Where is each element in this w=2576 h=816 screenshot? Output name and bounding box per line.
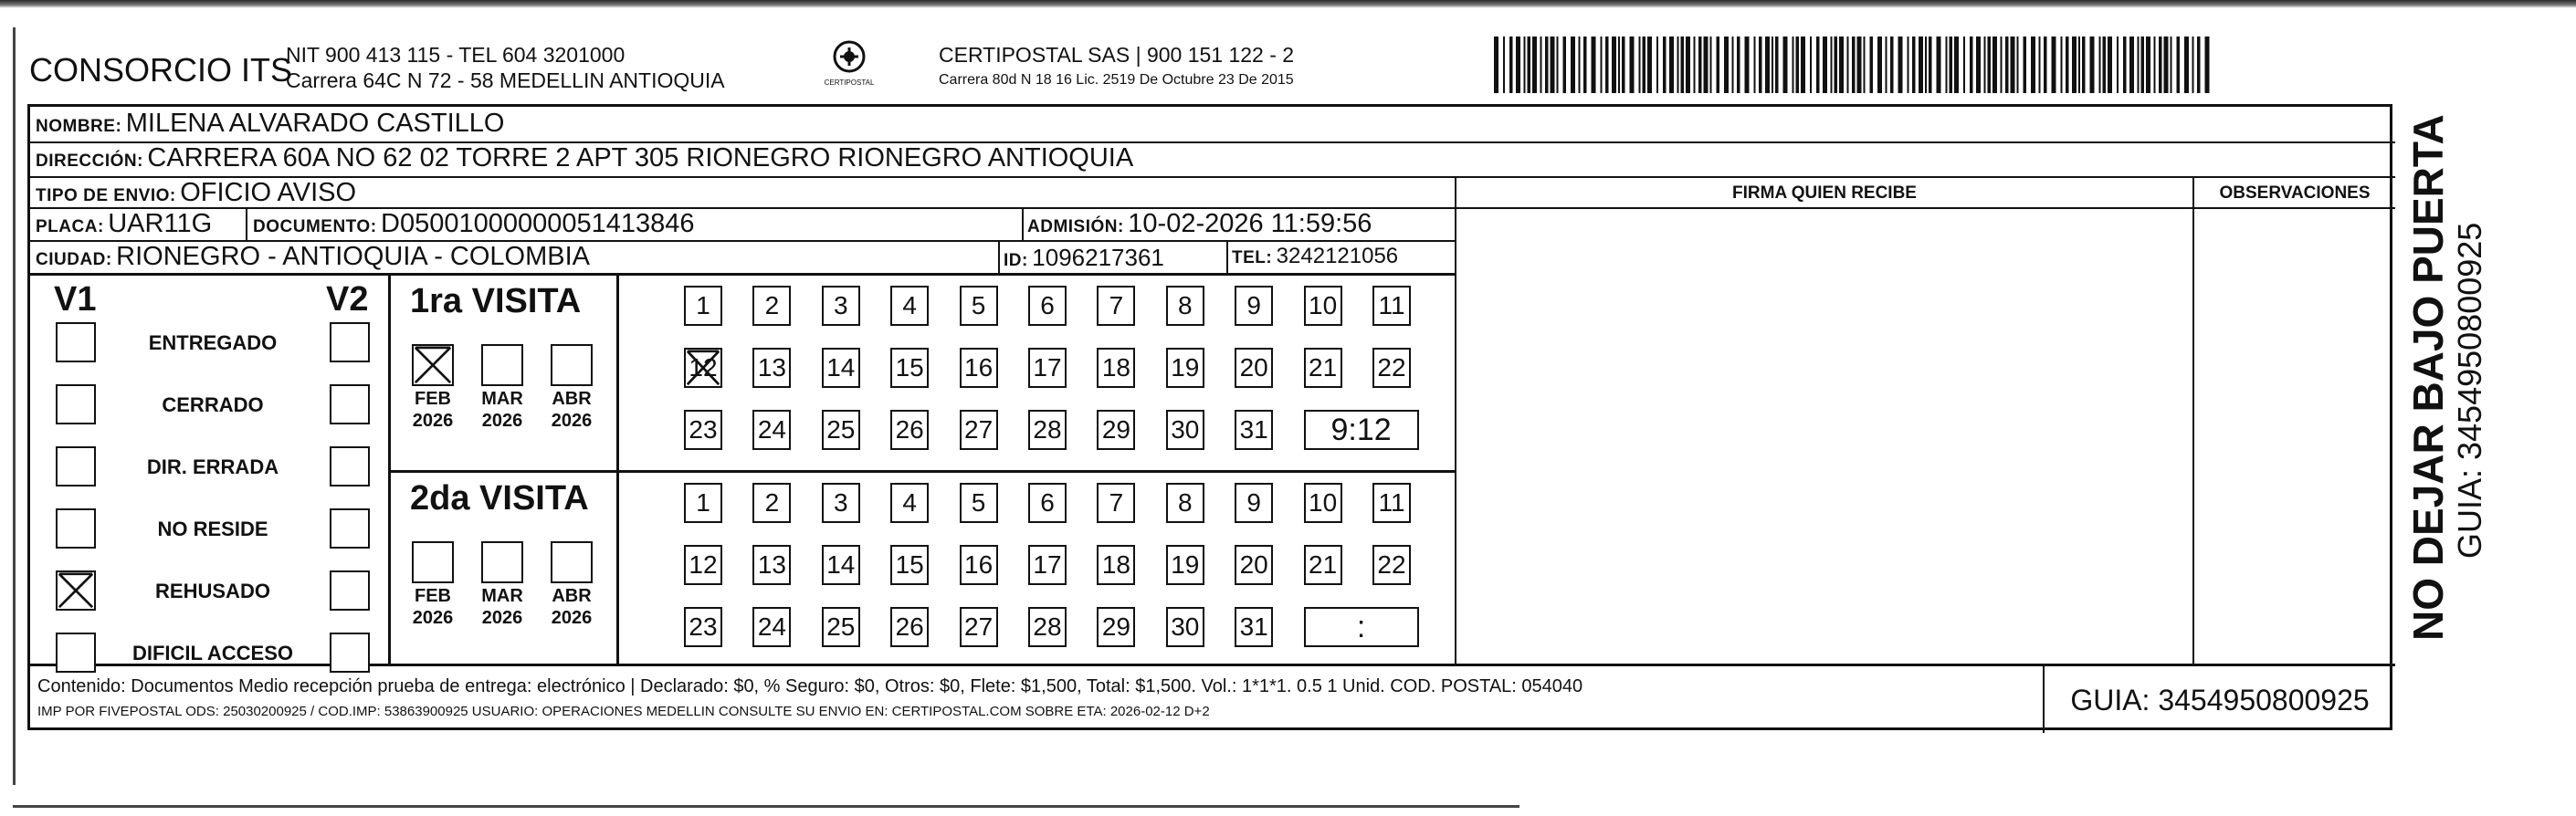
barcode-bar [1864, 37, 1866, 93]
barcode-bar [1963, 37, 1965, 93]
barcode-bar [2039, 37, 2041, 93]
barcode-bar [1765, 37, 1770, 93]
day-box[interactable]: 3 [822, 286, 860, 326]
placa-label: PLACA: [36, 217, 104, 236]
barcode-bar [1528, 37, 1531, 93]
day-box[interactable]: 11 [1372, 483, 1411, 523]
day-box[interactable]: 23 [684, 607, 722, 647]
month-name: MAR [481, 389, 523, 409]
month-name: MAR [481, 586, 523, 606]
barcode-bar [1925, 37, 1927, 93]
day-box[interactable]: 9 [1235, 483, 1273, 523]
placa-value: UAR11G [108, 209, 213, 238]
barcode-bar [2205, 37, 2210, 93]
barcode-bar [2159, 37, 2162, 93]
barcode-bar [2044, 37, 2047, 93]
barcode-bar [1681, 37, 1685, 93]
barcode-bar [1737, 37, 1740, 93]
day-box[interactable]: 6 [1028, 286, 1067, 326]
day-box[interactable]: 24 [752, 607, 791, 647]
barcode-bar [1847, 37, 1849, 93]
barcode-bar [1992, 37, 1997, 93]
check-mark-icon [414, 346, 452, 384]
barcode-bar [1516, 37, 1520, 93]
nombre-label: NOMBRE: [36, 117, 122, 136]
visit-time[interactable]: 9:12 [1304, 410, 1419, 450]
barcode-bar [1988, 37, 1992, 93]
month-checkbox[interactable] [551, 541, 593, 583]
barcode-bar [1677, 37, 1679, 93]
barcode-bar [2123, 37, 2127, 93]
day-box[interactable]: 16 [960, 348, 998, 388]
month-checkbox[interactable] [412, 541, 454, 583]
barcode-bar [2024, 37, 2027, 93]
placa-field [36, 209, 212, 239]
barcode-bar [1839, 37, 1844, 93]
v2-checkbox[interactable] [330, 633, 370, 673]
barcode-bar [1976, 37, 1981, 93]
day-box[interactable]: 10 [1304, 286, 1342, 326]
direccion-label: DIRECCIÓN: [36, 152, 143, 171]
barcode-bar [1532, 37, 1537, 93]
barcode-bar [1639, 37, 1641, 93]
barcode-bar [1857, 37, 1862, 93]
barcode-bar [2072, 37, 2077, 93]
month-label [468, 585, 536, 629]
day-box[interactable]: 29 [1097, 607, 1135, 647]
day-box[interactable]: 23 [684, 410, 722, 450]
day-box[interactable]: 31 [1235, 607, 1273, 647]
barcode-bar [1698, 37, 1702, 93]
v1-label: V1 [54, 280, 97, 319]
barcode-bar [1571, 37, 1575, 93]
v1-checkbox[interactable] [56, 570, 96, 611]
side-warning: NO DEJAR BAJO PUERTA [2404, 114, 2452, 641]
day-box[interactable]: 13 [752, 348, 791, 388]
barcode-bar [1732, 37, 1734, 93]
tipo-label: TIPO DE ENVIO: [36, 186, 176, 205]
day-box[interactable]: 11 [1372, 286, 1411, 326]
day-box[interactable]: 29 [1097, 410, 1135, 450]
rule [1455, 176, 1456, 665]
barcode-bar [1870, 37, 1874, 93]
barcode-bar [1656, 37, 1658, 93]
barcode-bar [1694, 37, 1696, 93]
barcode-bar [1524, 37, 1526, 93]
day-box[interactable]: 25 [822, 410, 860, 450]
barcode-bar [1583, 37, 1587, 93]
barcode-bar [1783, 37, 1788, 93]
v2-label: V2 [326, 280, 369, 319]
admision-label: ADMISIÓN: [1027, 217, 1124, 236]
barcode-bar [1886, 37, 1887, 93]
nombre-row [36, 109, 504, 139]
day-box[interactable]: 5 [960, 483, 998, 523]
day-box[interactable]: 6 [1028, 483, 1067, 523]
month-checkbox[interactable] [481, 344, 523, 386]
barcode-bar [2108, 37, 2112, 93]
barcode-bar [1579, 37, 1581, 93]
barcode-bar [1669, 37, 1674, 93]
barcode-bar [1759, 37, 1762, 93]
firma-header: FIRMA QUIEN RECIBE [1732, 183, 1917, 203]
barcode-bar [2103, 37, 2107, 93]
scan-edge-top [0, 0, 2576, 8]
barcode-bar [1545, 37, 1549, 93]
documento-label: DOCUMENTO: [253, 217, 377, 236]
id-value: 1096217361 [1032, 244, 1164, 271]
day-box[interactable]: 20 [1235, 348, 1273, 388]
barcode-bar [1810, 37, 1812, 93]
guia-number: GUIA: 3454950800925 [2070, 684, 2370, 717]
check-mark-icon [58, 572, 94, 609]
barcode-bar [2184, 37, 2189, 93]
company-address: Carrera 64C N 72 - 58 MEDELLIN ANTIOQUIA [286, 68, 725, 92]
barcode-bar [1622, 37, 1625, 93]
v2-checkbox[interactable] [330, 570, 370, 611]
id-label: ID: [1004, 251, 1028, 270]
barcode-bar [2082, 37, 2086, 93]
barcode-bar [1494, 37, 1498, 93]
barcode-bar [1745, 37, 1750, 93]
barcode-bar [1717, 37, 1720, 93]
day-box[interactable]: 20 [1235, 545, 1273, 585]
month-year: 2026 [481, 411, 523, 431]
certipostal-info [939, 42, 1294, 93]
barcode-bar [1643, 37, 1646, 93]
barcode-bar [2171, 37, 2172, 93]
day-box[interactable]: 28 [1028, 410, 1067, 450]
documento-value: D05001000000051413846 [381, 209, 695, 238]
visit-title: 1ra VISITA [410, 282, 582, 320]
barcode-bar [2129, 37, 2134, 93]
status-label: NO RESIDE [157, 518, 268, 540]
day-box[interactable]: 15 [890, 348, 929, 388]
month-year: 2026 [551, 411, 593, 431]
month-name: FEB [415, 586, 451, 606]
side-guia: GUIA: 3454950800925 [2451, 222, 2488, 559]
day-box[interactable]: 26 [890, 607, 929, 647]
month-checkbox[interactable] [481, 541, 523, 583]
day-box[interactable]: 31 [1235, 410, 1273, 450]
ciudad-label: CIUDAD: [36, 250, 112, 269]
barcode-bar [2001, 37, 2003, 93]
month-checkbox[interactable] [551, 344, 593, 386]
day-box[interactable]: 27 [960, 410, 998, 450]
nombre-value: MILENA ALVARADO CASTILLO [125, 109, 505, 138]
day-box[interactable]: 22 [1372, 545, 1411, 585]
day-box[interactable]: 27 [960, 607, 998, 647]
barcode-bar [1831, 37, 1833, 93]
day-box[interactable]: 25 [822, 607, 860, 647]
month-label [538, 388, 605, 432]
status-label: DIR. ERRADA [146, 455, 279, 478]
barcode-bar [1937, 37, 1941, 93]
company-name: CONSORCIO ITS [29, 51, 293, 89]
barcode-bar [2192, 37, 2194, 93]
barcode-bar [1605, 37, 1609, 93]
barcode-bar [1630, 37, 1635, 93]
barcode-bar [2061, 37, 2063, 93]
day-box[interactable]: 22 [1372, 348, 1411, 388]
barcode-bar [1557, 37, 1559, 93]
scan-edge-left [13, 27, 16, 785]
barcode-bar [1852, 37, 1856, 93]
tel-label: TEL: [1232, 248, 1273, 267]
barcode-bar [2017, 37, 2019, 93]
company-nit: NIT 900 413 115 - TEL 604 3201000 [286, 43, 626, 67]
day-box[interactable]: 18 [1097, 348, 1135, 388]
delivery-form [27, 104, 2392, 730]
certipostal-logo [820, 38, 878, 91]
barcode-bar [1509, 37, 1513, 93]
v1-checkbox[interactable] [56, 446, 96, 486]
tipo-row [36, 178, 356, 208]
barcode-bar [1772, 37, 1773, 93]
print-info: IMP POR FIVEPOSTAL ODS: 25030200925 / COD.IMP: 53863900925 USUARIO: OPERACIONES MEDELLIN CONSULTE SU ENVIO EN: CERTIPOSTAL.COM SOBRE ETA: 2026-02-12 D+2 [37, 704, 1210, 719]
visit-title: 2da VISITA [410, 479, 589, 518]
barcode-bar [1663, 37, 1667, 93]
barcode-bar [1919, 37, 1923, 93]
barcode-bar [1835, 37, 1838, 93]
rule [246, 209, 247, 240]
day-box[interactable]: 15 [890, 545, 929, 585]
day-box[interactable]: 3 [822, 483, 860, 523]
barcode-bar [1724, 37, 1729, 93]
barcode-bar [2141, 37, 2145, 93]
day-box[interactable]: 19 [1166, 348, 1204, 388]
barcode-bar [1540, 37, 1542, 93]
tel-value: 3242121056 [1276, 244, 1399, 268]
day-box[interactable]: 12 [684, 545, 722, 585]
certipostal-address: Carrera 80d N 18 16 Lic. 2519 De Octubre 23 De 2015 [939, 72, 1294, 88]
barcode-bar [1754, 37, 1756, 93]
barcode-bar [2005, 37, 2009, 93]
month-year: 2026 [481, 608, 523, 628]
barcode-bar [2177, 37, 2181, 93]
day-box[interactable]: 5 [960, 286, 998, 326]
v1-checkbox[interactable] [56, 322, 96, 362]
tel-field [1232, 244, 1398, 269]
barcode-bar [1601, 37, 1603, 93]
month-year: 2026 [551, 608, 593, 628]
day-box[interactable]: 2 [752, 483, 791, 523]
barcode-bar [1686, 37, 1690, 93]
rule [388, 275, 391, 664]
content-summary: Contenido: Documentos Medio recepción prueba de entrega: electrónico | Declarado: $0, % Seguro: $0, Otros: $0, Flete: $1,500, Total: $1,500. Vol.: 1*1*1. 0.5 1 Unid. COD. POSTAL: 054040 [37, 676, 1583, 696]
barcode-bar [2090, 37, 2095, 93]
barcode-bar [2164, 37, 2169, 93]
id-field [1004, 244, 1164, 272]
day-box[interactable]: 1 [684, 286, 722, 326]
ciudad-field [36, 242, 590, 272]
v2-checkbox[interactable] [330, 384, 370, 424]
day-box[interactable]: 21 [1304, 545, 1342, 585]
barcode-bar [1890, 37, 1894, 93]
barcode-bar [1984, 37, 1986, 93]
company-info [286, 42, 725, 93]
rule [30, 176, 2395, 178]
v2-checkbox[interactable] [330, 322, 370, 362]
rule [616, 275, 619, 664]
barcode-bar [1912, 37, 1916, 93]
barcode [1494, 37, 2215, 93]
barcode-bar [1793, 37, 1794, 93]
v1-checkbox[interactable] [56, 508, 96, 549]
certipostal-nit: CERTIPOSTAL SAS | 900 151 122 - 2 [939, 43, 1295, 67]
barcode-bar [2066, 37, 2069, 93]
day-box[interactable]: 12 [684, 348, 722, 388]
month-checkbox[interactable] [412, 344, 454, 386]
admision-value: 10-02-2026 11:59:56 [1128, 209, 1372, 238]
rule [2192, 176, 2194, 665]
logo-text: CERTIPOSTAL [824, 78, 875, 87]
barcode-bar [1954, 37, 1959, 93]
barcode-bar [2052, 37, 2056, 93]
rule [390, 470, 1455, 473]
barcode-bar [1929, 37, 1932, 93]
rule [1226, 242, 1228, 273]
day-box[interactable]: 17 [1028, 348, 1067, 388]
barcode-bar [1775, 37, 1779, 93]
day-box[interactable]: 30 [1166, 410, 1204, 450]
rule [30, 273, 1455, 276]
direccion-value: CARRERA 60A NO 62 02 TORRE 2 APT 305 RIONEGRO RIONEGRO ANTIOQUIA [147, 143, 1134, 173]
v2-checkbox[interactable] [330, 508, 370, 549]
check-mark-icon [686, 350, 720, 386]
barcode-bar [1704, 37, 1709, 93]
barcode-bar [2154, 37, 2156, 93]
rule [998, 242, 1000, 273]
admision-field [1027, 209, 1372, 239]
day-box[interactable]: 21 [1304, 348, 1342, 388]
barcode-bar [1647, 37, 1652, 93]
day-box[interactable]: 28 [1028, 607, 1067, 647]
month-label [399, 585, 467, 629]
day-box[interactable]: 14 [822, 545, 860, 585]
month-year: 2026 [412, 608, 454, 628]
scan-edge-bottom [13, 805, 1519, 808]
barcode-bar [2146, 37, 2150, 93]
month-year: 2026 [412, 411, 454, 431]
day-box[interactable]: 4 [890, 483, 929, 523]
day-box[interactable]: 1 [684, 483, 722, 523]
status-label: DIFICIL ACCESO [131, 642, 293, 664]
barcode-bar [1970, 37, 1973, 93]
month-name: FEB [415, 389, 451, 409]
v1-checkbox[interactable] [56, 633, 96, 673]
barcode-bar [2197, 37, 2201, 93]
day-box[interactable]: 8 [1166, 483, 1204, 523]
barcode-bar [2011, 37, 2015, 93]
day-box[interactable]: 7 [1097, 286, 1135, 326]
status-label: ENTREGADO [148, 331, 278, 354]
tipo-value: OFICIO AVISO [180, 178, 357, 207]
barcode-bar [1563, 37, 1567, 93]
barcode-bar [2078, 37, 2080, 93]
rule [1022, 209, 1024, 240]
barcode-bar [1551, 37, 1555, 93]
status-label: REHUSADO [155, 580, 270, 602]
barcode-bar [1618, 37, 1620, 93]
month-label [468, 388, 536, 432]
barcode-bar [1503, 37, 1505, 93]
day-box[interactable]: 13 [752, 545, 791, 585]
barcode-bar [2099, 37, 2101, 93]
day-box[interactable]: 4 [890, 286, 929, 326]
barcode-bar [1801, 37, 1805, 93]
barcode-bar [1908, 37, 1909, 93]
day-box[interactable]: 17 [1028, 545, 1067, 585]
day-box[interactable]: 18 [1097, 545, 1135, 585]
ciudad-value: RIONEGRO - ANTIOQUIA - COLOMBIA [116, 242, 591, 271]
month-label [399, 388, 467, 432]
direccion-row [36, 143, 1133, 173]
day-box[interactable]: 14 [822, 348, 860, 388]
visit-time[interactable]: : [1304, 607, 1419, 647]
month-name: ABR [552, 389, 592, 409]
v2-checkbox[interactable] [330, 446, 370, 486]
barcode-bar [1898, 37, 1903, 93]
barcode-bar [2117, 37, 2119, 93]
day-box[interactable]: 19 [1166, 545, 1204, 585]
logo-icon [820, 38, 878, 78]
status-label: CERRADO [162, 393, 264, 416]
rule [30, 664, 2395, 666]
barcode-bar [2138, 37, 2140, 93]
barcode-bar [1796, 37, 1800, 93]
day-box[interactable]: 2 [752, 286, 791, 326]
day-box[interactable]: 7 [1097, 483, 1135, 523]
day-box[interactable]: 24 [752, 410, 791, 450]
barcode-bar [1877, 37, 1882, 93]
month-label [538, 585, 605, 629]
month-name: ABR [552, 586, 592, 606]
day-box[interactable]: 9 [1235, 286, 1273, 326]
day-box[interactable]: 26 [890, 410, 929, 450]
barcode-bar [1710, 37, 1712, 93]
barcode-bar [1950, 37, 1953, 93]
day-box[interactable]: 30 [1166, 607, 1204, 647]
barcode-bar [1612, 37, 1616, 93]
barcode-bar [1592, 37, 1596, 93]
day-box[interactable]: 10 [1304, 483, 1342, 523]
v1-checkbox[interactable] [56, 384, 96, 424]
barcode-bar [2031, 37, 2035, 93]
documento-field [253, 209, 695, 239]
observaciones-header: OBSERVACIONES [2219, 183, 2371, 203]
day-box[interactable]: 16 [960, 545, 998, 585]
day-box[interactable]: 8 [1166, 286, 1204, 326]
barcode-bar [1946, 37, 1948, 93]
barcode-bar [1823, 37, 1827, 93]
barcode-bar [1816, 37, 1820, 93]
